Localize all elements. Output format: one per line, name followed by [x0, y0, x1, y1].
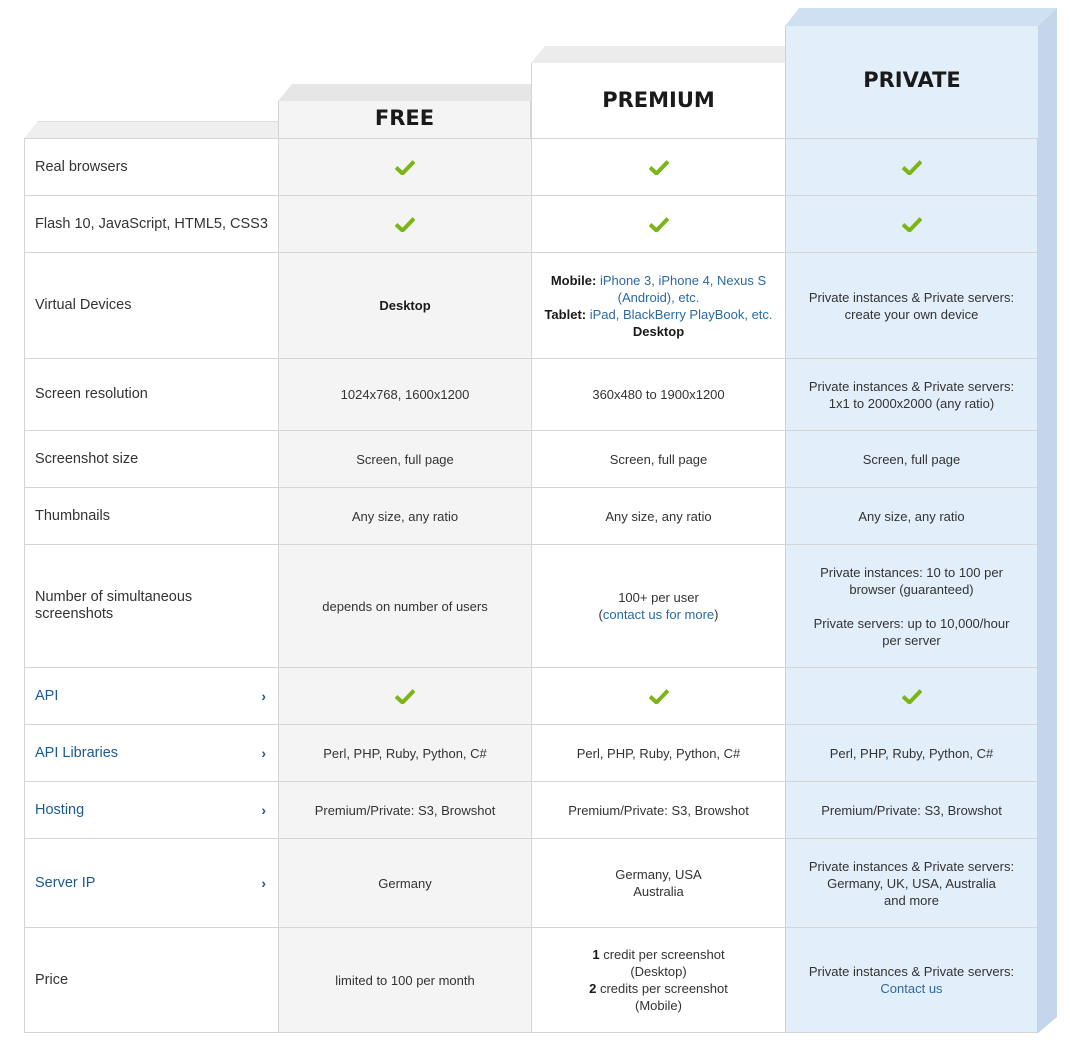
cell-private: Private instances & Private servers: Contact us	[785, 928, 1038, 1032]
row-label: Screenshot size	[24, 431, 278, 487]
cell-private	[785, 668, 1038, 724]
table-row	[24, 927, 1038, 1033]
comparison-table	[24, 138, 1038, 1033]
checkmark-icon	[649, 688, 669, 704]
plan-header-free: FREE	[278, 101, 531, 138]
mobile-devices-link[interactable]: iPhone 3, iPhone 4, Nexus S (Android), etc.	[599, 272, 767, 305]
chevron-right-icon: ›	[261, 874, 266, 891]
table-row	[24, 544, 1038, 667]
cell-private: Private instances & Private servers: 1x1 to 2000x2000 (any ratio)	[785, 359, 1038, 430]
table-row	[24, 195, 1038, 252]
table-row	[24, 724, 1038, 781]
cell-free	[278, 139, 531, 195]
checkmark-icon	[395, 159, 415, 175]
cell-free: Perl, PHP, Ruby, Python, C#	[278, 725, 531, 781]
cell-private: Private instances & Private servers: Germany, UK, USA, Australia and more	[785, 839, 1038, 927]
plan-header-private: PRIVATE	[785, 26, 1038, 138]
api-row-link[interactable]: API ›	[24, 668, 278, 724]
api-libraries-row-link[interactable]: API Libraries ›	[24, 725, 278, 781]
cell-free	[278, 196, 531, 252]
row-label: Real browsers	[24, 139, 278, 195]
checkmark-icon	[649, 159, 669, 175]
cell-premium: 100+ per user (contact us for more)	[531, 545, 785, 667]
cell-premium: 1 credit per screenshot (Desktop) 2 credits per screenshot (Mobile)	[531, 928, 785, 1032]
cell-free: depends on number of users	[278, 545, 531, 667]
cell-premium: Screen, full page	[531, 431, 785, 487]
label-column-top-edge	[24, 121, 278, 138]
tablet-devices-link[interactable]: iPad, BlackBerry PlayBook, etc.	[589, 306, 773, 322]
cell-premium	[531, 196, 785, 252]
cell-free: Germany	[278, 839, 531, 927]
plan-header-premium: PREMIUM	[531, 63, 785, 138]
row-label: Price	[24, 928, 278, 1032]
cell-free	[278, 668, 531, 724]
cell-premium: Premium/Private: S3, Browshot	[531, 782, 785, 838]
row-label: Virtual Devices	[24, 253, 278, 358]
cell-free: Any size, any ratio	[278, 488, 531, 544]
cell-private: Private instances & Private servers: create your own device	[785, 253, 1038, 358]
cell-premium: 360x480 to 1900x1200	[531, 359, 785, 430]
checkmark-icon	[902, 216, 922, 232]
row-label: Flash 10, JavaScript, HTML5, CSS3	[24, 196, 278, 252]
contact-us-link[interactable]: Contact us	[880, 981, 943, 996]
cell-free: limited to 100 per month	[278, 928, 531, 1032]
table-row	[24, 252, 1038, 358]
cell-free: Premium/Private: S3, Browshot	[278, 782, 531, 838]
cell-premium: Germany, USA Australia	[531, 839, 785, 927]
contact-us-for-more-link[interactable]: contact us for more	[602, 607, 715, 622]
premium-column-top-edge	[531, 46, 785, 63]
table-row	[24, 838, 1038, 927]
hosting-row-link[interactable]: Hosting ›	[24, 782, 278, 838]
cell-private: Perl, PHP, Ruby, Python, C#	[785, 725, 1038, 781]
cell-premium	[531, 668, 785, 724]
table-row	[24, 487, 1038, 544]
cell-premium: Mobile: iPhone 3, iPhone 4, Nexus S (Android), etc. Tablet: iPad, BlackBerry PlayBook, etc. Desktop	[531, 253, 785, 358]
cell-private	[785, 196, 1038, 252]
server-ip-row-link[interactable]: Server IP ›	[24, 839, 278, 927]
chevron-right-icon: ›	[261, 687, 266, 704]
table-row	[24, 781, 1038, 838]
private-column-side-edge	[1038, 8, 1057, 1033]
cell-free: Desktop	[278, 253, 531, 358]
row-label: Number of simultaneous screenshots	[24, 545, 278, 667]
checkmark-icon	[902, 159, 922, 175]
cell-free: 1024x768, 1600x1200	[278, 359, 531, 430]
cell-private	[785, 139, 1038, 195]
checkmark-icon	[649, 216, 669, 232]
table-row	[24, 430, 1038, 487]
cell-premium: Perl, PHP, Ruby, Python, C#	[531, 725, 785, 781]
checkmark-icon	[395, 216, 415, 232]
cell-private: Screen, full page	[785, 431, 1038, 487]
table-row	[24, 667, 1038, 724]
cell-private: Premium/Private: S3, Browshot	[785, 782, 1038, 838]
private-column-top-edge	[785, 8, 1057, 26]
chevron-right-icon: ›	[261, 744, 266, 761]
table-row	[24, 358, 1038, 430]
cell-free: Screen, full page	[278, 431, 531, 487]
row-label: Thumbnails	[24, 488, 278, 544]
cell-private: Private instances: 10 to 100 per browser (guaranteed) Private servers: up to 10,000/hour per server	[785, 545, 1038, 667]
table-row	[24, 138, 1038, 195]
cell-private: Any size, any ratio	[785, 488, 1038, 544]
checkmark-icon	[902, 688, 922, 704]
checkmark-icon	[395, 688, 415, 704]
chevron-right-icon: ›	[261, 801, 266, 818]
free-column-top-edge	[278, 84, 531, 101]
cell-premium: Any size, any ratio	[531, 488, 785, 544]
row-label: Screen resolution	[24, 359, 278, 430]
cell-premium	[531, 139, 785, 195]
